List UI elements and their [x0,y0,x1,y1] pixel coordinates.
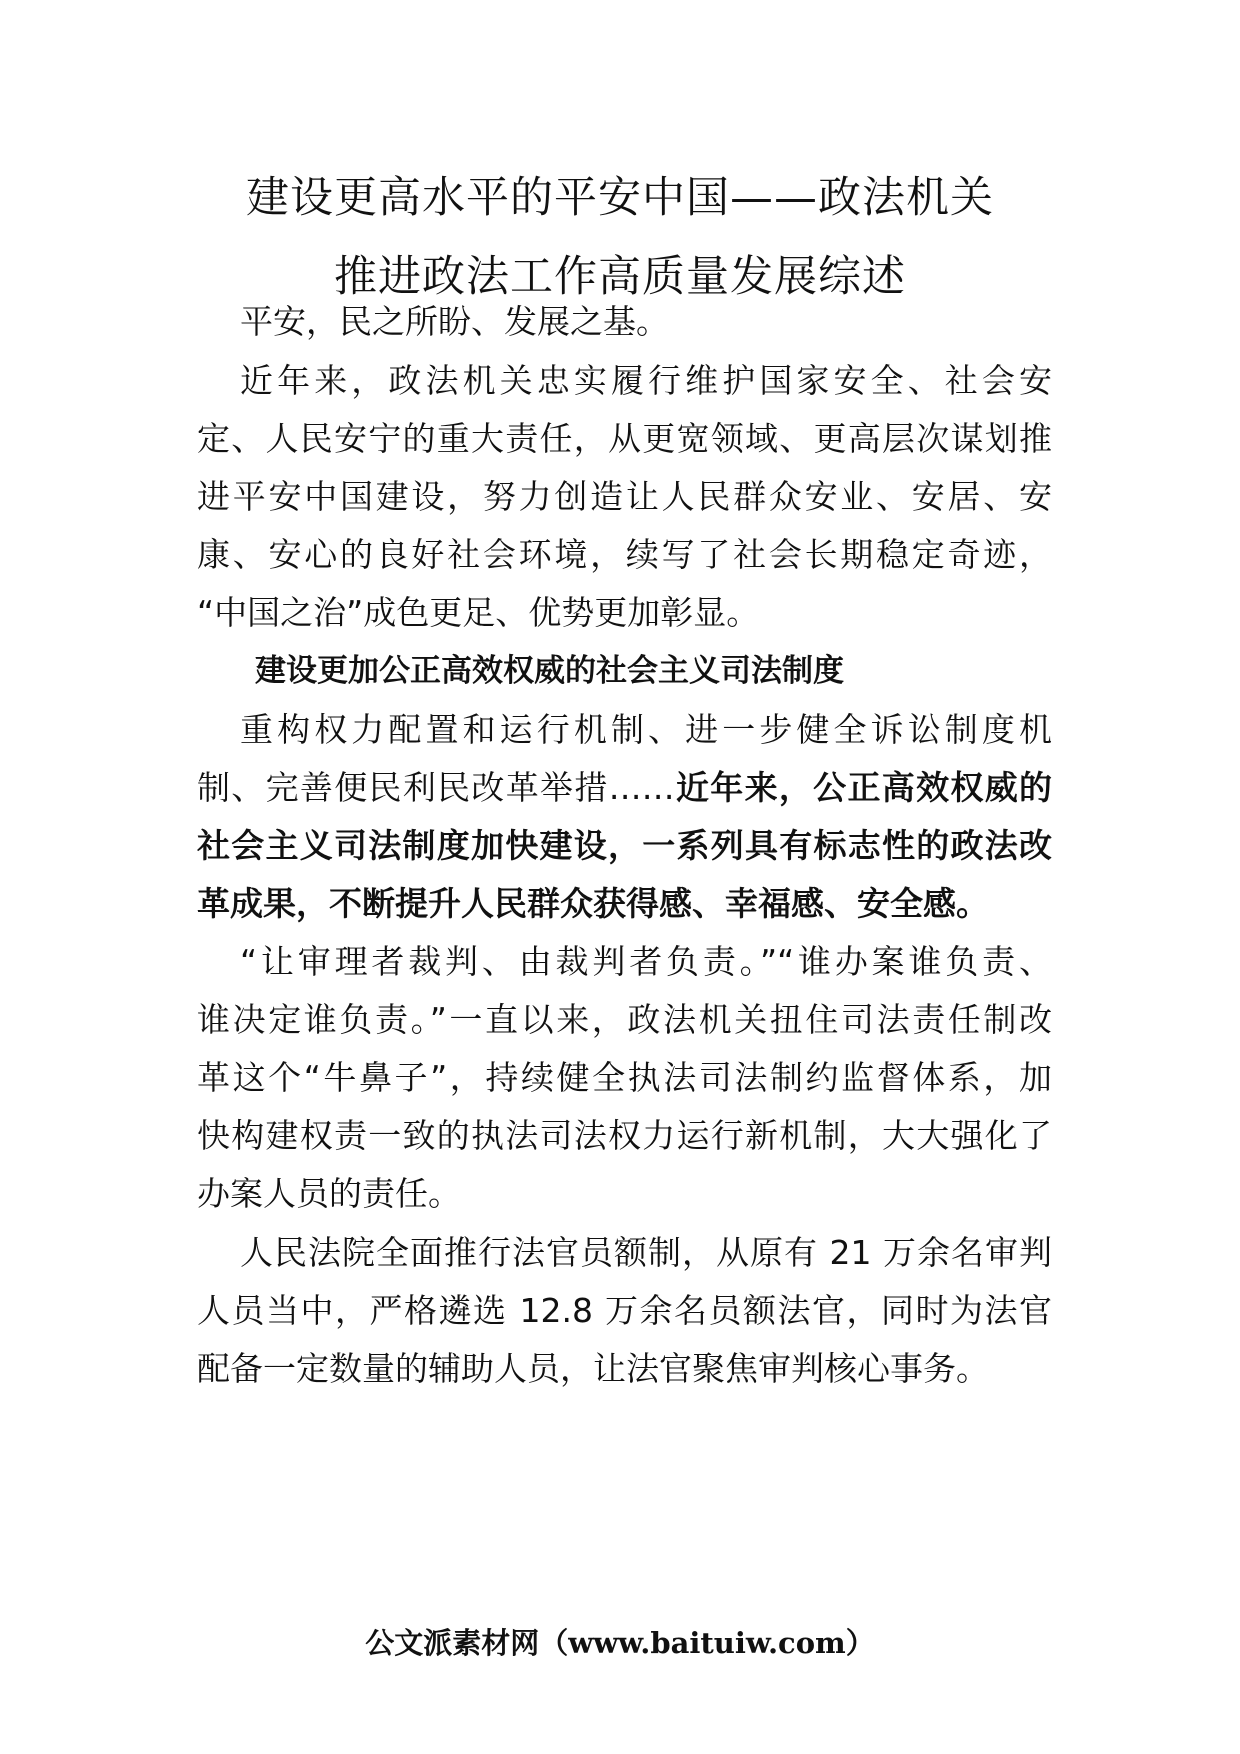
paragraph-line: 快构建权责一致的执法司法权力运行新机制，大大强化了 [197,1116,1052,1155]
paragraph-line: 定、人民安宁的重大责任，从更宽领域、更高层次谋划推 [197,419,1052,458]
paragraph-line: 人员当中，严格遴选 12.8 万余名员额法官，同时为法官 [197,1291,1052,1330]
emphasis-line: 社会主义司法制度加快建设，一系列具有标志性的政法改 [197,826,1052,865]
footer-source: 公文派素材网（www.baituiw.com） [365,1626,875,1660]
paragraph-line-mixed [197,764,1052,812]
section-heading: 建设更加公正高效权威的社会主义司法制度 [255,653,844,689]
paragraph-line: 平安，民之所盼、发展之基。 [240,302,669,341]
paragraph-line: 近年来，政法机关忠实履行维护国家安全、社会安 [240,361,1052,400]
paragraph-line: “中国之治”成色更足、优势更加彰显。 [197,593,760,632]
paragraph-line: 人民法院全面推行法官员额制，从原有 21 万余名审判 [240,1233,1052,1272]
paragraph-text: 制、完善便民利民改革举措…… [197,768,675,807]
paragraph-line: 进平安中国建设，努力创造让人民群众安业、安居、安 [197,477,1052,516]
paragraph-line: 重构权力配置和运行机制、进一步健全诉讼制度机 [240,710,1052,749]
document-title-line-2: 推进政法工作高质量发展综述 [334,252,906,302]
paragraph-line: 革这个“牛鼻子”，持续健全执法司法制约监督体系，加 [197,1058,1052,1097]
paragraph-line: 康、安心的良好社会环境，续写了社会长期稳定奇迹， [197,535,1052,574]
emphasis-line: 革成果，不断提升人民群众获得感、幸福感、安全感。 [197,884,989,923]
paragraph-line: 谁决定谁负责。”一直以来，政法机关扭住司法责任制改 [197,1000,1052,1039]
emphasis-text: 近年来，公正高效权威的 [674,768,1053,807]
paragraph-line: “让审理者裁判、由裁判者负责。”“谁办案谁负责、 [240,942,1052,981]
document-title-line-1: 建设更高水平的平安中国——政法机关 [246,173,994,223]
paragraph-line: 办案人员的责任。 [197,1174,461,1213]
paragraph-line: 配备一定数量的辅助人员，让法官聚焦审判核心事务。 [197,1349,989,1388]
